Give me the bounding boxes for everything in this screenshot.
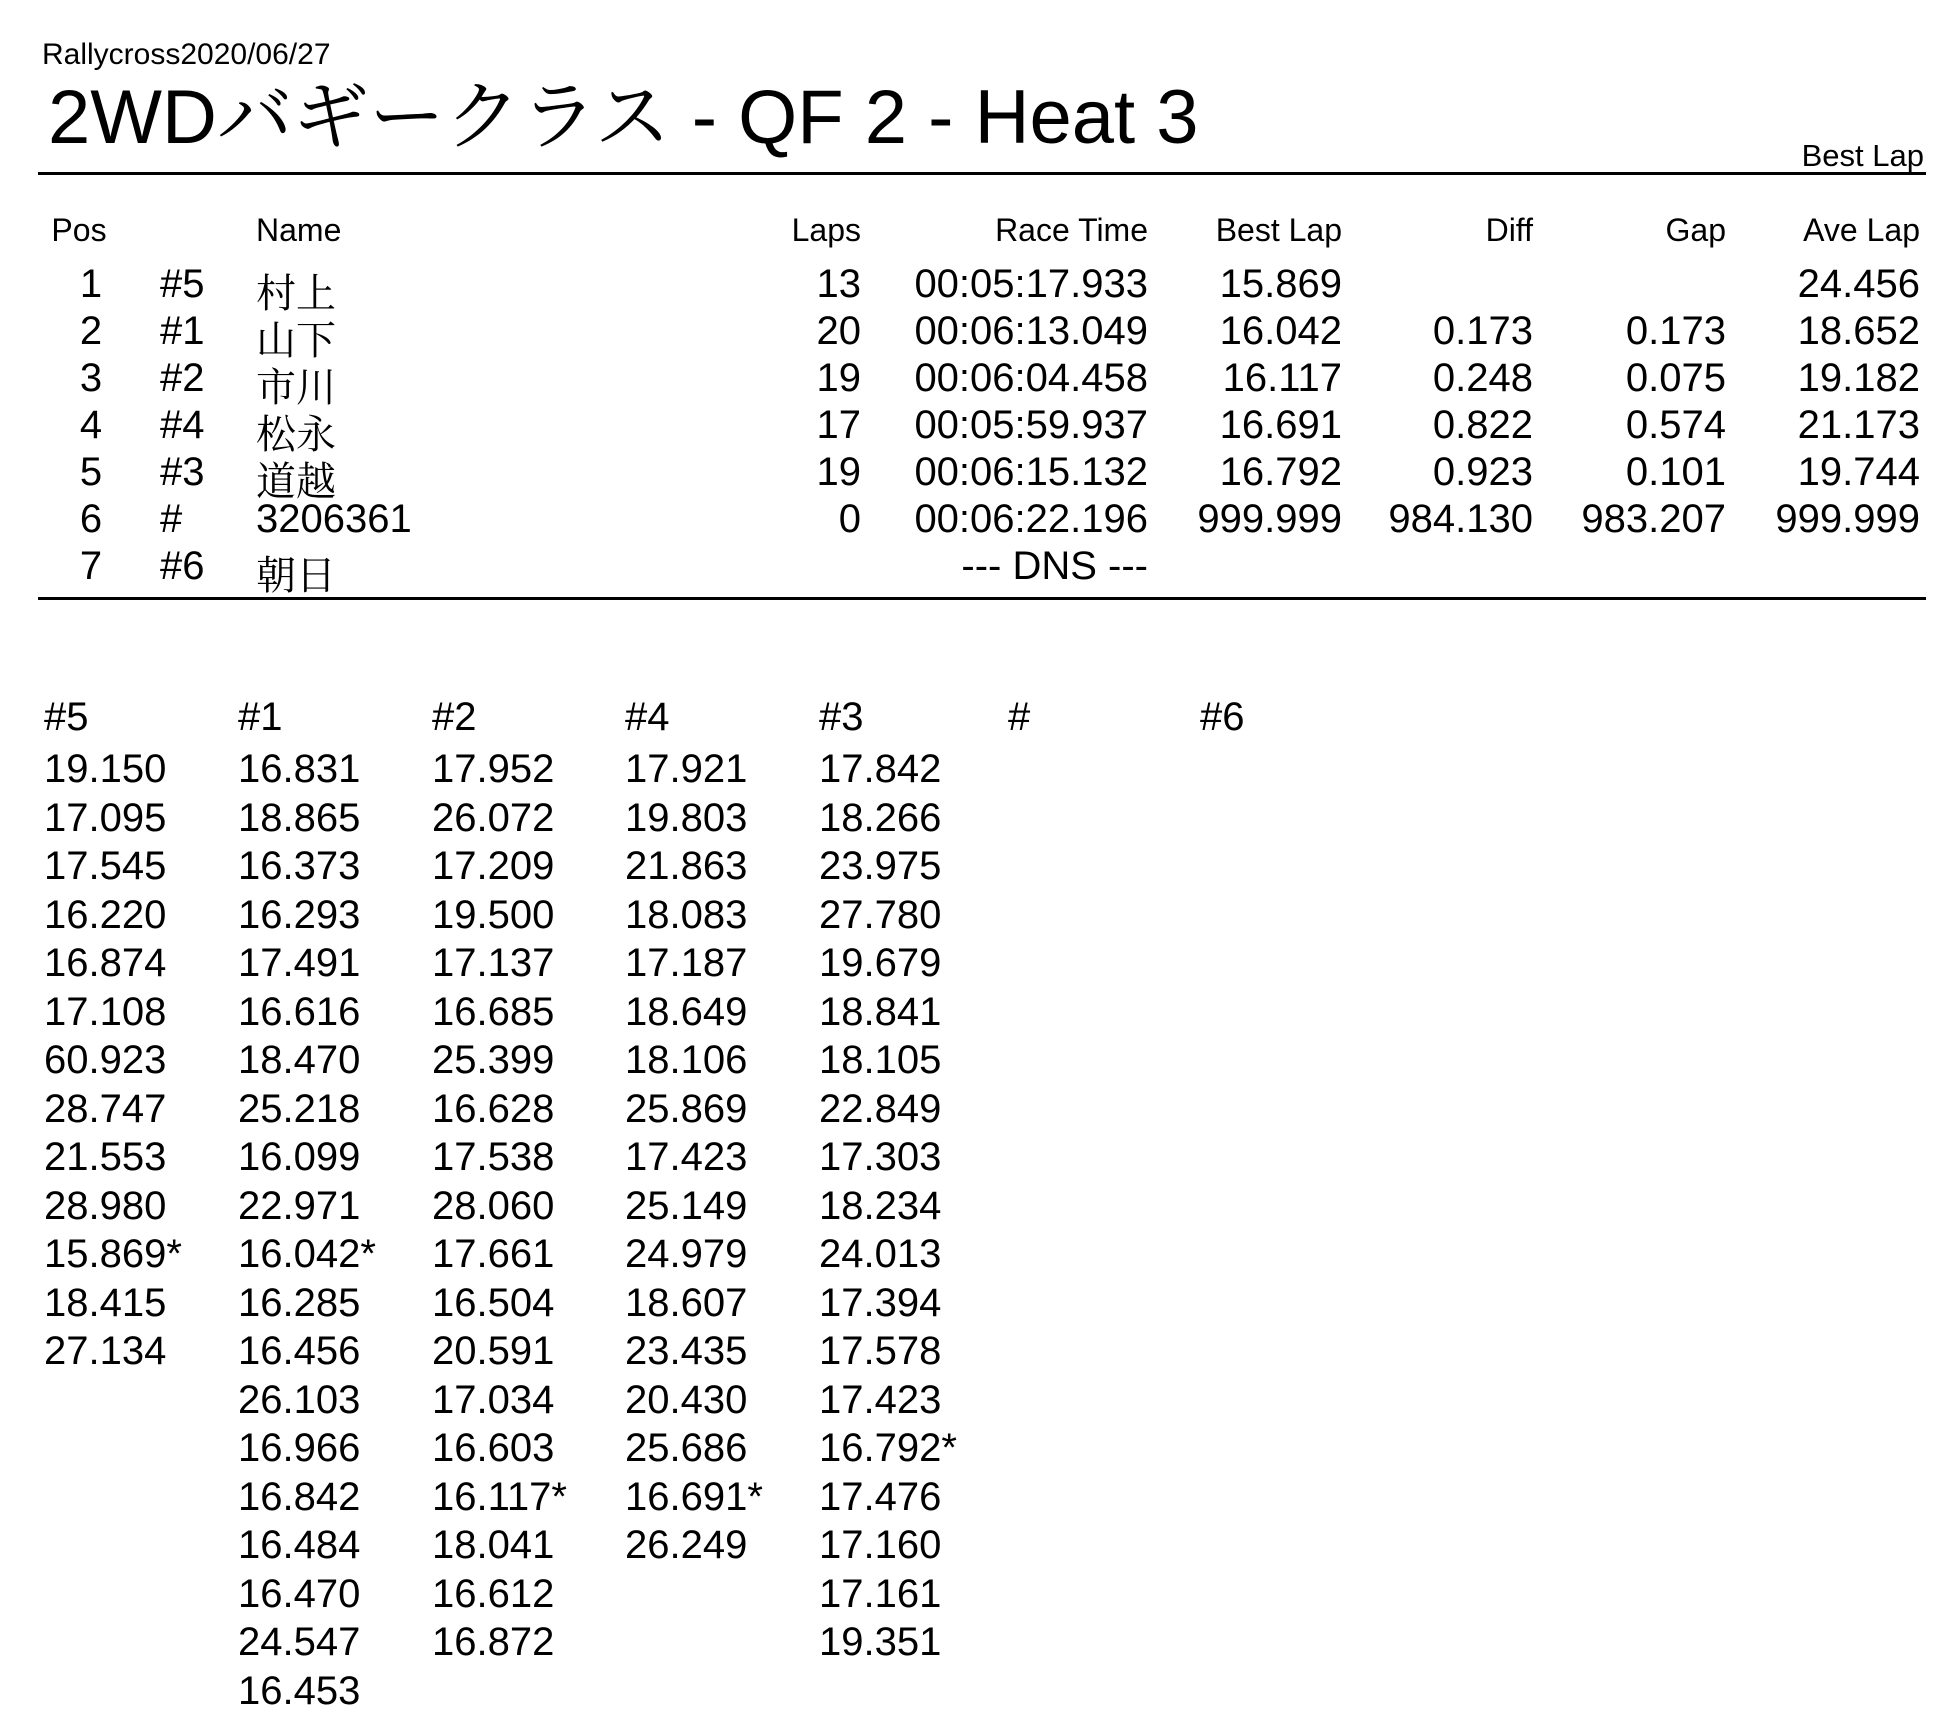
lap-time: 16.603 xyxy=(432,1426,555,1470)
lap-time: 18.083 xyxy=(625,892,748,937)
lap-column-header: #5 xyxy=(44,695,89,739)
lap-column xyxy=(432,695,622,1667)
cell-laps: 19 xyxy=(816,450,861,494)
lap-time: 17.491 xyxy=(238,941,361,985)
cell-name: 松永 xyxy=(256,413,336,457)
cell-race-time: 00:06:04.458 xyxy=(914,356,1148,400)
cell-laps: 20 xyxy=(816,309,861,353)
cell-best-lap: 999.999 xyxy=(1197,497,1342,541)
table-row xyxy=(0,262,1944,316)
sort-label: Best Lap xyxy=(1801,138,1924,173)
cell-laps: 17 xyxy=(816,403,861,447)
lap-time: 17.545 xyxy=(44,844,167,888)
lap-column-header: # xyxy=(1008,695,1031,739)
cell-laps: 19 xyxy=(816,356,861,400)
col-header-ave-lap: Ave Lap xyxy=(1803,212,1920,248)
cell-name: 村上 xyxy=(256,272,336,316)
cell-best-lap: 16.117 xyxy=(1222,356,1342,400)
col-header-name: Name xyxy=(256,212,342,248)
cell-car: #5 xyxy=(160,262,205,306)
cell-pos: 7 xyxy=(79,544,103,588)
lap-time: 16.456 xyxy=(238,1329,361,1373)
col-header-best-lap: Best Lap xyxy=(1215,212,1342,248)
lap-time: 24.979 xyxy=(625,1232,748,1276)
lap-time: 19.500 xyxy=(432,892,555,937)
lap-column-header: #4 xyxy=(625,695,670,739)
lap-time: 18.649 xyxy=(625,989,748,1034)
lap-time: 17.108 xyxy=(44,989,167,1034)
lap-time: 17.578 xyxy=(819,1329,942,1373)
lap-time: 28.060 xyxy=(432,1183,555,1228)
lap-time: 16.628 xyxy=(432,1086,555,1131)
cell-ave-lap: 24.456 xyxy=(1797,262,1920,306)
lap-time: 16.293 xyxy=(238,892,361,937)
cell-best-lap: 15.869 xyxy=(1219,262,1342,306)
cell-car: #6 xyxy=(160,544,205,588)
cell-gap: 0.574 xyxy=(1625,403,1726,447)
lap-time: 17.137 xyxy=(432,941,555,985)
cell-pos: 2 xyxy=(79,309,103,353)
cell-laps: 13 xyxy=(816,262,861,306)
event-name: Rallycross2020/06/27 xyxy=(42,38,331,71)
lap-column xyxy=(44,695,234,1376)
page-title: 2WDバギークラス - QF 2 - Heat 3 xyxy=(48,75,1199,160)
cell-car: # xyxy=(160,497,183,541)
lap-column xyxy=(625,695,815,1570)
table-row xyxy=(0,450,1944,504)
lap-column-header: #3 xyxy=(819,695,864,739)
cell-diff: 0.248 xyxy=(1432,356,1533,400)
cell-gap: 0.075 xyxy=(1625,356,1726,400)
cell-ave-lap: 999.999 xyxy=(1775,497,1920,541)
lap-time: 16.042* xyxy=(238,1232,376,1276)
cell-diff: 0.173 xyxy=(1432,309,1533,353)
lap-time: 16.612 xyxy=(432,1571,555,1616)
results-table xyxy=(0,212,1944,598)
lap-column xyxy=(1008,695,1198,745)
lap-time: 17.538 xyxy=(432,1135,555,1179)
cell-name: 山下 xyxy=(256,319,336,363)
lap-time: 16.831 xyxy=(238,747,361,791)
lap-time: 17.303 xyxy=(819,1135,942,1179)
cell-best-lap: 16.792 xyxy=(1219,450,1342,494)
lap-column xyxy=(238,695,428,1715)
lap-time: 18.106 xyxy=(625,1038,748,1082)
lap-time: 17.952 xyxy=(432,747,555,791)
lap-time: 22.849 xyxy=(819,1086,942,1131)
lap-time: 16.842 xyxy=(238,1474,361,1519)
cell-name: 3206361 xyxy=(256,497,412,541)
lap-time: 24.013 xyxy=(819,1232,942,1276)
lap-time: 17.394 xyxy=(819,1280,942,1325)
cell-car: #1 xyxy=(160,309,205,353)
col-header-diff: Diff xyxy=(1485,212,1533,248)
lap-time: 17.661 xyxy=(432,1232,555,1276)
cell-pos: 6 xyxy=(79,497,103,541)
cell-pos: 1 xyxy=(79,262,103,306)
lap-time: 16.792* xyxy=(819,1426,957,1470)
lap-time: 60.923 xyxy=(44,1038,167,1082)
lap-column xyxy=(819,695,1009,1667)
results-header-row xyxy=(0,212,1944,262)
cell-name: 市川 xyxy=(256,366,336,410)
lap-time: 19.150 xyxy=(44,747,167,791)
lap-time: 17.921 xyxy=(625,747,748,791)
lap-time: 16.453 xyxy=(238,1668,361,1713)
cell-best-lap: 16.042 xyxy=(1219,309,1342,353)
lap-time: 27.780 xyxy=(819,892,942,937)
lap-time: 16.484 xyxy=(238,1523,361,1567)
lap-column xyxy=(1200,695,1390,745)
lap-time: 16.504 xyxy=(432,1280,555,1325)
cell-race-time: 00:05:17.933 xyxy=(914,262,1148,306)
lap-time: 20.591 xyxy=(432,1329,555,1373)
cell-ave-lap: 19.182 xyxy=(1797,356,1920,400)
lap-time: 16.872 xyxy=(432,1620,555,1664)
top-divider xyxy=(38,172,1926,175)
lap-time: 18.266 xyxy=(819,795,942,840)
table-row xyxy=(0,497,1944,544)
lap-time: 26.103 xyxy=(238,1377,361,1422)
table-row xyxy=(0,309,1944,363)
cell-status: --- DNS --- xyxy=(961,544,1148,588)
lap-time: 18.234 xyxy=(819,1183,942,1228)
cell-car: #2 xyxy=(160,356,205,400)
lap-time: 25.218 xyxy=(238,1086,361,1131)
lap-time: 18.415 xyxy=(44,1280,167,1325)
lap-time: 16.117* xyxy=(432,1474,567,1519)
col-header-pos: Pos xyxy=(51,212,107,248)
lap-time: 17.095 xyxy=(44,795,167,840)
lap-time: 26.072 xyxy=(432,795,555,840)
col-header-gap: Gap xyxy=(1665,212,1726,248)
lap-time: 16.966 xyxy=(238,1426,361,1470)
lap-time: 16.685 xyxy=(432,989,555,1034)
lap-time: 17.476 xyxy=(819,1474,942,1519)
lap-time: 18.841 xyxy=(819,989,942,1034)
cell-race-time: 00:06:13.049 xyxy=(914,309,1148,353)
cell-best-lap: 16.691 xyxy=(1219,403,1342,447)
lap-time: 16.220 xyxy=(44,892,167,937)
lap-time: 17.423 xyxy=(819,1377,942,1422)
lap-time: 18.865 xyxy=(238,795,361,840)
cell-race-time: 00:06:15.132 xyxy=(914,450,1148,494)
lap-time: 17.209 xyxy=(432,844,555,888)
lap-time: 24.547 xyxy=(238,1620,361,1664)
lap-time: 25.399 xyxy=(432,1038,555,1082)
cell-gap: 983.207 xyxy=(1581,497,1726,541)
cell-race-time: 00:05:59.937 xyxy=(914,403,1148,447)
cell-diff: 0.923 xyxy=(1432,450,1533,494)
lap-time: 25.869 xyxy=(625,1086,748,1131)
lap-time: 16.874 xyxy=(44,941,167,985)
cell-laps: 0 xyxy=(838,497,861,541)
lap-time: 28.747 xyxy=(44,1086,167,1131)
cell-name: 道越 xyxy=(256,460,336,504)
cell-race-time: 00:06:22.196 xyxy=(914,497,1148,541)
lap-time: 16.373 xyxy=(238,844,361,888)
cell-ave-lap: 18.652 xyxy=(1797,309,1920,353)
table-row xyxy=(0,544,1944,598)
lap-time: 16.285 xyxy=(238,1280,361,1325)
lap-time: 16.616 xyxy=(238,989,361,1034)
lap-time: 17.161 xyxy=(819,1571,942,1616)
cell-ave-lap: 19.744 xyxy=(1797,450,1920,494)
table-row xyxy=(0,356,1944,410)
lap-time: 18.607 xyxy=(625,1280,748,1325)
lap-time: 26.249 xyxy=(625,1523,748,1567)
lap-time: 19.679 xyxy=(819,941,942,985)
lap-time: 17.160 xyxy=(819,1523,942,1567)
lap-time: 18.041 xyxy=(432,1523,555,1567)
lap-time: 16.691* xyxy=(625,1474,763,1519)
cell-ave-lap: 21.173 xyxy=(1797,403,1920,447)
lap-column-header: #6 xyxy=(1200,695,1245,739)
cell-pos: 5 xyxy=(79,450,103,494)
lap-time: 23.975 xyxy=(819,844,942,888)
lap-time: 15.869* xyxy=(44,1232,182,1276)
cell-pos: 3 xyxy=(79,356,103,400)
cell-pos: 4 xyxy=(79,403,103,447)
cell-gap: 0.101 xyxy=(1625,450,1726,494)
lap-time: 16.470 xyxy=(238,1571,361,1616)
lap-time: 17.187 xyxy=(625,941,748,985)
lap-time: 28.980 xyxy=(44,1183,167,1228)
bottom-divider xyxy=(38,597,1926,600)
lap-time: 23.435 xyxy=(625,1329,748,1373)
lap-time: 17.034 xyxy=(432,1377,555,1422)
lap-column-header: #1 xyxy=(238,695,283,739)
lap-column-header: #2 xyxy=(432,695,477,739)
lap-time: 16.099 xyxy=(238,1135,361,1179)
cell-car: #3 xyxy=(160,450,205,494)
table-row xyxy=(0,403,1944,457)
col-header-laps: Laps xyxy=(791,212,861,248)
lap-time: 27.134 xyxy=(44,1329,167,1373)
cell-diff: 0.822 xyxy=(1432,403,1533,447)
lap-time: 18.105 xyxy=(819,1038,942,1082)
lap-time: 20.430 xyxy=(625,1377,748,1422)
lap-time: 25.149 xyxy=(625,1183,748,1228)
lap-time: 22.971 xyxy=(238,1183,361,1228)
cell-diff: 984.130 xyxy=(1388,497,1533,541)
lap-time: 18.470 xyxy=(238,1038,361,1082)
cell-car: #4 xyxy=(160,403,205,447)
cell-gap: 0.173 xyxy=(1625,309,1726,353)
lap-time: 25.686 xyxy=(625,1426,748,1470)
lap-time: 19.351 xyxy=(819,1620,942,1664)
lap-time: 19.803 xyxy=(625,795,748,840)
lap-time: 17.842 xyxy=(819,747,942,791)
cell-name: 朝日 xyxy=(256,554,336,598)
lap-time: 21.553 xyxy=(44,1135,167,1179)
lap-time: 21.863 xyxy=(625,844,748,888)
lap-time: 17.423 xyxy=(625,1135,748,1179)
col-header-race-time: Race Time xyxy=(995,212,1148,248)
